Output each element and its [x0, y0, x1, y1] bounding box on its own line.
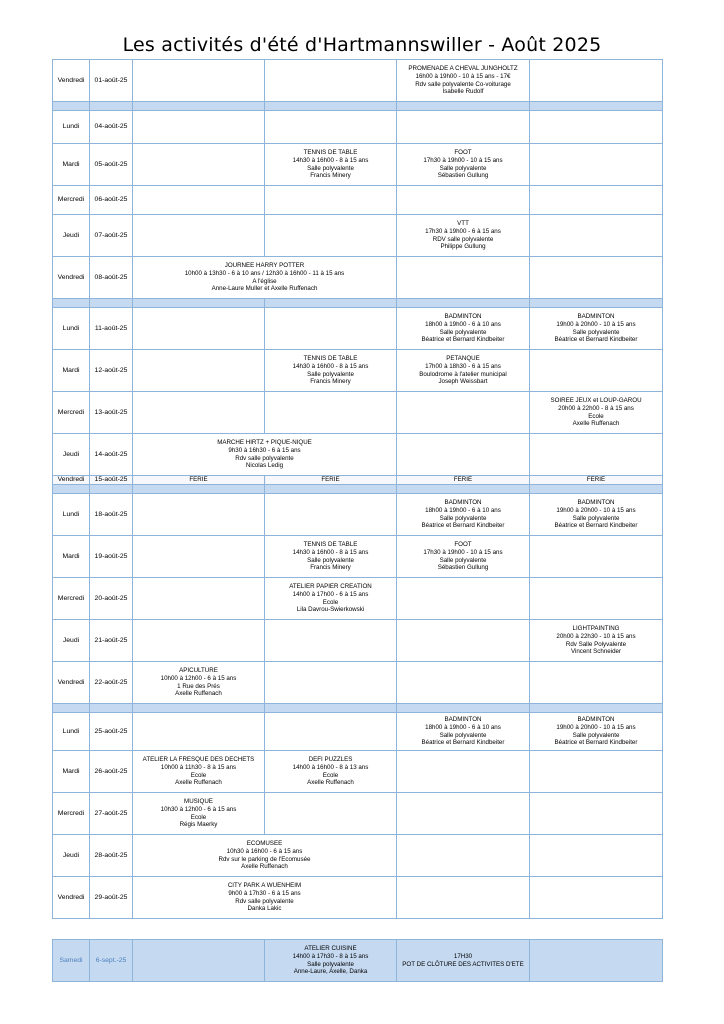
- activity-detail: Axelle Ruffenach: [175, 690, 222, 698]
- activity-detail: Salle polyvalente: [439, 328, 487, 336]
- activity-name: BADMINTON: [577, 313, 615, 321]
- holiday-label: FERIE: [133, 476, 265, 485]
- day-name: Lundi: [53, 111, 90, 144]
- empty-cell: [530, 215, 663, 257]
- separator-cell: [53, 102, 90, 111]
- activity-cell: [397, 940, 530, 982]
- date: 07-août-25: [90, 215, 133, 257]
- activity-detail: Nicolas Ledig: [245, 462, 284, 470]
- day-row: [53, 308, 663, 350]
- activity-cell: [397, 60, 530, 102]
- date: 11-août-25: [90, 308, 133, 350]
- activity-name: BADMINTON: [444, 313, 482, 321]
- empty-cell: [133, 350, 265, 392]
- empty-cell: [397, 257, 530, 299]
- activity-name: APICULTURE: [179, 667, 218, 675]
- empty-cell: [133, 578, 265, 620]
- activity-name: DEFI PUZZLES: [308, 756, 353, 764]
- day-name: Vendredi: [53, 476, 90, 485]
- activity-name: PROMENADE A CHEVAL JUNGHOLTZ: [408, 65, 518, 73]
- activity-detail: 19h00 à 20h00 - 10 à 15 ans: [556, 723, 636, 731]
- day-row: [53, 620, 663, 662]
- activity-name: BADMINTON: [577, 716, 615, 724]
- date: 14-août-25: [90, 434, 133, 476]
- page-title: Les activités d'été d'Hartmannswiller - Août 2025: [122, 34, 602, 56]
- activity-name: BADMINTON: [577, 499, 615, 507]
- activity-detail: 14h00 à 16h00 - 8 à 13 ans: [292, 763, 369, 771]
- empty-cell: [530, 144, 663, 186]
- activity-name: CITY PARK A WUENHEIM: [227, 882, 302, 890]
- day-name: Samedi: [53, 940, 90, 982]
- activity-detail: Rdv Salle Polyvalente: [565, 640, 627, 648]
- separator-cell: [530, 102, 663, 111]
- empty-cell: [397, 877, 530, 919]
- empty-cell: [265, 186, 397, 215]
- separator-cell: [397, 704, 530, 713]
- separator-cell: [530, 704, 663, 713]
- activity-cell: [265, 940, 397, 982]
- activity-detail: Régis Maerky: [179, 821, 218, 829]
- activity-detail: Rdv sur le parking de l'Ecomusée: [218, 855, 311, 863]
- date: 19-août-25: [90, 536, 133, 578]
- activity-detail: 20h00 à 22h00 - 8 à 15 ans: [558, 404, 634, 412]
- empty-cell: [397, 662, 530, 704]
- activity-name: ATELIER LA FRESQUE DES DECHETS: [142, 756, 255, 764]
- day-name: Lundi: [53, 308, 90, 350]
- date: 15-août-25: [90, 476, 133, 485]
- activity-detail: Béatrice et Bernard Kindbeiter: [421, 739, 505, 747]
- week-separator: [53, 485, 663, 494]
- activity-detail: Lila Davrou-Swierkowski: [296, 606, 365, 614]
- activity-cell: [265, 578, 397, 620]
- empty-cell: [397, 111, 530, 144]
- empty-cell: [133, 940, 265, 982]
- separator-cell: [530, 299, 663, 308]
- activity-detail: Francis Minery: [310, 564, 351, 572]
- separator-cell: [397, 299, 530, 308]
- day-name: Jeudi: [53, 835, 90, 877]
- empty-cell: [265, 308, 397, 350]
- week-separator: [53, 704, 663, 713]
- activity-detail: Salle polyvalente: [439, 731, 487, 739]
- activity-detail: Salle polyvalente: [439, 164, 487, 172]
- full-day-activity: [133, 434, 397, 476]
- empty-cell: [265, 494, 397, 536]
- date: 29-août-25: [90, 877, 133, 919]
- activity-detail: 14h00 à 17h30 - 8 à 15 ans: [292, 952, 369, 960]
- activity-detail: Rdv salle polyvalente: [235, 897, 294, 905]
- activity-detail: Ecole: [322, 771, 339, 779]
- activity-name: TENNIS DE TABLE: [303, 355, 358, 363]
- empty-cell: [397, 793, 530, 835]
- day-row: [53, 793, 663, 835]
- day-row: [53, 392, 663, 434]
- activity-cell: [133, 793, 265, 835]
- activity-name: ATELIER CUISINE: [304, 945, 357, 953]
- closing-table: [52, 939, 663, 982]
- date: 28-août-25: [90, 835, 133, 877]
- empty-cell: [530, 662, 663, 704]
- activity-detail: POT DE CLÔTURE DES ACTIVITES D'ETE: [402, 960, 524, 968]
- day-row: [53, 662, 663, 704]
- date: 01-août-25: [90, 60, 133, 102]
- activity-name: ATELIER PAPIER CREATION: [289, 583, 372, 591]
- separator-cell: [133, 102, 265, 111]
- activity-detail: Anne-Laure, Axelle, Danka: [293, 968, 368, 976]
- empty-cell: [530, 186, 663, 215]
- date: 6-sept.-25: [90, 940, 133, 982]
- day-row: [53, 713, 663, 751]
- day-name: Mardi: [53, 144, 90, 186]
- activity-detail: Rdv salle polyvalente Co-voiturage: [415, 80, 511, 88]
- holiday-label: FERIE: [530, 476, 663, 485]
- activity-cell: [397, 215, 530, 257]
- full-day-activity: [133, 877, 397, 919]
- day-name: Jeudi: [53, 215, 90, 257]
- activity-detail: 9h30 à 16h30 - 6 à 15 ans: [228, 446, 301, 454]
- activity-detail: 14h30 à 16h00 - 8 à 15 ans: [292, 362, 369, 370]
- activity-detail: 14h00 à 17h00 - 6 à 15 ans: [292, 590, 369, 598]
- activity-detail: A l'église: [252, 277, 277, 285]
- activity-name: LIGHTPAINTING: [572, 625, 620, 633]
- activity-cell: [530, 620, 663, 662]
- separator-cell: [265, 299, 397, 308]
- day-row: [53, 144, 663, 186]
- activity-detail: Philippe Gullung: [440, 243, 486, 251]
- activity-name: BADMINTON: [444, 716, 482, 724]
- activity-name: PETANQUE: [446, 355, 480, 363]
- activity-detail: 17h30 à 19h00 - 6 à 15 ans: [425, 227, 501, 235]
- activity-detail: Francis Minery: [310, 172, 351, 180]
- empty-cell: [530, 578, 663, 620]
- activity-detail: Isabelle Rudolf: [442, 88, 484, 96]
- day-row: [53, 877, 663, 919]
- separator-cell: [53, 299, 90, 308]
- date: 04-août-25: [90, 111, 133, 144]
- empty-cell: [397, 186, 530, 215]
- activity-name: SOIREE JEUX et LOUP-GAROU: [550, 397, 642, 405]
- date: 12-août-25: [90, 350, 133, 392]
- activity-detail: 18h00 à 19h00 - 6 à 10 ans: [425, 723, 501, 731]
- separator-cell: [265, 485, 397, 494]
- activity-cell: [397, 713, 530, 751]
- activity-detail: Axelle Ruffenach: [572, 420, 620, 428]
- empty-cell: [397, 578, 530, 620]
- activity-detail: Rdv salle polyvalente: [235, 454, 294, 462]
- empty-cell: [133, 494, 265, 536]
- day-row: [53, 60, 663, 102]
- activity-cell: [530, 392, 663, 434]
- day-row: [53, 350, 663, 392]
- empty-cell: [397, 835, 530, 877]
- day-name: Mercredi: [53, 392, 90, 434]
- day-name: Lundi: [53, 713, 90, 751]
- day-name: Mercredi: [53, 186, 90, 215]
- day-row: [53, 215, 663, 257]
- date: 26-août-25: [90, 751, 133, 793]
- activity-detail: Axelle Ruffenach: [175, 779, 222, 787]
- activity-detail: Salle polyvalente: [572, 731, 620, 739]
- week-separator: [53, 102, 663, 111]
- activity-detail: Salle polyvalente: [307, 164, 354, 172]
- day-name: Jeudi: [53, 620, 90, 662]
- activity-name: BADMINTON: [444, 499, 482, 507]
- separator-cell: [265, 102, 397, 111]
- activity-detail: Boulodrome à l'atelier municipal: [419, 370, 507, 378]
- empty-cell: [530, 835, 663, 877]
- activity-name: TENNIS DE TABLE: [303, 149, 358, 157]
- day-name: Vendredi: [53, 877, 90, 919]
- activity-detail: Salle polyvalente: [572, 328, 620, 336]
- date: 22-août-25: [90, 662, 133, 704]
- activity-name: MARCHE HIRTZ + PIQUE-NIQUE: [217, 439, 312, 447]
- empty-cell: [530, 793, 663, 835]
- separator-cell: [530, 485, 663, 494]
- day-name: Lundi: [53, 494, 90, 536]
- holiday-label: FERIE: [265, 476, 397, 485]
- day-name: Mardi: [53, 536, 90, 578]
- activity-detail: Béatrice et Bernard Kindbeiter: [554, 336, 638, 344]
- separator-cell: [397, 485, 530, 494]
- separator-cell: [53, 704, 90, 713]
- activity-detail: 19h00 à 20h00 - 10 à 15 ans: [556, 506, 636, 514]
- empty-cell: [265, 620, 397, 662]
- empty-cell: [530, 536, 663, 578]
- activity-detail: 20h00 à 22h30 - 10 à 15 ans: [556, 632, 636, 640]
- day-row: [53, 434, 663, 476]
- day-row: [53, 186, 663, 215]
- week-separator: [53, 299, 663, 308]
- empty-cell: [265, 60, 397, 102]
- day-name: Jeudi: [53, 434, 90, 476]
- activity-detail: Sébastien Gullung: [437, 564, 489, 572]
- empty-cell: [265, 662, 397, 704]
- day-name: Mercredi: [53, 793, 90, 835]
- empty-cell: [133, 186, 265, 215]
- activity-name: 17H30: [453, 952, 473, 960]
- activity-detail: Ecole: [322, 598, 339, 606]
- activity-detail: Danka Lakic: [247, 905, 282, 913]
- empty-cell: [530, 940, 663, 982]
- activity-detail: Joseph Weissbart: [438, 378, 488, 386]
- separator-cell: [53, 485, 90, 494]
- date: 25-août-25: [90, 713, 133, 751]
- empty-cell: [133, 144, 265, 186]
- day-row: [53, 835, 663, 877]
- activity-detail: Salle polyvalente: [307, 556, 354, 564]
- activity-detail: Salle polyvalente: [439, 556, 487, 564]
- empty-cell: [530, 257, 663, 299]
- day-name: Mardi: [53, 751, 90, 793]
- activity-detail: Ecole: [190, 771, 207, 779]
- empty-cell: [133, 713, 265, 751]
- activity-detail: 10h00 à 11h30 - 8 à 15 ans: [160, 763, 237, 771]
- day-row: [53, 494, 663, 536]
- activity-detail: Salle polyvalente: [307, 960, 354, 968]
- activity-detail: 14h30 à 16h00 - 8 à 15 ans: [292, 548, 369, 556]
- activity-detail: 19h00 à 20h00 - 10 à 15 ans: [556, 320, 636, 328]
- activity-detail: 9h00 à 17h30 - 6 à 15 ans: [228, 889, 301, 897]
- empty-cell: [530, 877, 663, 919]
- empty-cell: [133, 60, 265, 102]
- activity-detail: Ecole: [190, 813, 207, 821]
- activity-detail: Béatrice et Bernard Kindbeiter: [421, 522, 505, 530]
- activity-detail: 10h30 à 12h00 - 6 à 15 ans: [160, 805, 237, 813]
- date: 06-août-25: [90, 186, 133, 215]
- empty-cell: [133, 392, 265, 434]
- activity-cell: [265, 144, 397, 186]
- activity-detail: 10h00 à 12h00 - 6 à 15 ans: [160, 674, 237, 682]
- empty-cell: [133, 308, 265, 350]
- activity-name: FOOT: [454, 149, 472, 157]
- empty-cell: [530, 350, 663, 392]
- activity-detail: Sébastien Gullung: [437, 172, 489, 180]
- activity-cell: [133, 662, 265, 704]
- activity-detail: 17h30 à 19h00 - 10 à 15 ans: [423, 156, 503, 164]
- empty-cell: [133, 111, 265, 144]
- activity-name: ECOMUSEE: [246, 840, 283, 848]
- activity-detail: Francis Minery: [310, 378, 351, 386]
- separator-cell: [397, 102, 530, 111]
- date: 20-août-25: [90, 578, 133, 620]
- activities-table: [52, 59, 663, 919]
- day-row: [53, 578, 663, 620]
- activity-name: VTT: [457, 220, 469, 228]
- activity-detail: 10h30 à 16h00 - 6 à 15 ans: [226, 847, 303, 855]
- activity-detail: 17h00 à 18h30 - 6 à 15 ans: [425, 362, 501, 370]
- separator-cell: [90, 704, 133, 713]
- day-row: [53, 536, 663, 578]
- separator-cell: [90, 102, 133, 111]
- closing-day-row: [53, 940, 663, 982]
- activity-detail: Béatrice et Bernard Kindbeiter: [554, 522, 638, 530]
- separator-cell: [265, 704, 397, 713]
- date: 05-août-25: [90, 144, 133, 186]
- empty-cell: [265, 215, 397, 257]
- separator-cell: [90, 299, 133, 308]
- activity-detail: 16h00 à 19h00 - 10 à 15 ans - 17€: [415, 72, 511, 80]
- activity-name: MUSIQUE: [184, 798, 213, 806]
- empty-cell: [397, 392, 530, 434]
- empty-cell: [133, 620, 265, 662]
- empty-cell: [265, 713, 397, 751]
- day-name: Mercredi: [53, 578, 90, 620]
- activity-detail: Salle polyvalente: [439, 514, 487, 522]
- activity-cell: [133, 751, 265, 793]
- day-name: Vendredi: [53, 257, 90, 299]
- activity-detail: 10h00 à 13h30 - 6 à 10 ans / 12h30 à 16h00 - 11 à 15 ans: [184, 269, 345, 277]
- separator-cell: [133, 704, 265, 713]
- empty-cell: [530, 434, 663, 476]
- activity-detail: Salle polyvalente: [307, 370, 354, 378]
- empty-cell: [397, 434, 530, 476]
- activity-detail: 18h00 à 19h00 - 6 à 10 ans: [425, 506, 501, 514]
- activity-detail: 17h30 à 19h00 - 10 à 15 ans: [423, 548, 503, 556]
- date: 08-août-25: [90, 257, 133, 299]
- empty-cell: [530, 111, 663, 144]
- day-name: Mardi: [53, 350, 90, 392]
- activity-name: FOOT: [454, 541, 472, 549]
- empty-cell: [265, 793, 397, 835]
- activity-detail: 1 Rue des Prés: [177, 682, 220, 690]
- activity-cell: [530, 713, 663, 751]
- separator-cell: [90, 485, 133, 494]
- activity-detail: Axelle Ruffenach: [241, 863, 288, 871]
- activity-detail: 18h00 à 19h00 - 6 à 10 ans: [425, 320, 501, 328]
- date: 13-août-25: [90, 392, 133, 434]
- date: 18-août-25: [90, 494, 133, 536]
- activity-detail: Axelle Ruffenach: [307, 779, 354, 787]
- activity-cell: [265, 536, 397, 578]
- day-row: [53, 257, 663, 299]
- activity-detail: Ecole: [588, 412, 604, 420]
- empty-cell: [133, 215, 265, 257]
- full-day-activity: [133, 835, 397, 877]
- full-day-activity: [133, 257, 397, 299]
- activity-cell: [397, 494, 530, 536]
- separator-cell: [133, 485, 265, 494]
- activity-cell: [530, 494, 663, 536]
- activity-cell: [397, 308, 530, 350]
- empty-cell: [530, 751, 663, 793]
- activity-detail: Salle polyvalente: [572, 514, 620, 522]
- activity-cell: [265, 751, 397, 793]
- activity-detail: 14h30 à 16h00 - 8 à 15 ans: [292, 156, 369, 164]
- activity-cell: [397, 536, 530, 578]
- activity-detail: Anne-Laure Muller et Axelle Ruffenach: [211, 285, 318, 293]
- activity-name: TENNIS DE TABLE: [303, 541, 358, 549]
- activity-name: JOURNEE HARRY POTTER: [224, 262, 305, 270]
- holiday-label: FERIE: [397, 476, 530, 485]
- empty-cell: [397, 620, 530, 662]
- separator-cell: [133, 299, 265, 308]
- activity-cell: [397, 144, 530, 186]
- day-name: Vendredi: [53, 662, 90, 704]
- day-row: [53, 751, 663, 793]
- empty-cell: [265, 392, 397, 434]
- empty-cell: [530, 60, 663, 102]
- empty-cell: [397, 751, 530, 793]
- holiday-row: [53, 476, 663, 485]
- day-name: Vendredi: [53, 60, 90, 102]
- activity-cell: [265, 350, 397, 392]
- empty-cell: [265, 111, 397, 144]
- activity-detail: Vincent Schneider: [570, 648, 622, 656]
- activity-detail: RDV salle polyvalente: [432, 235, 494, 243]
- activity-detail: Béatrice et Bernard Kindbeiter: [554, 739, 638, 747]
- activity-cell: [530, 308, 663, 350]
- day-row: [53, 111, 663, 144]
- date: 21-août-25: [90, 620, 133, 662]
- activity-cell: [397, 350, 530, 392]
- date: 27-août-25: [90, 793, 133, 835]
- empty-cell: [133, 536, 265, 578]
- activity-detail: Béatrice et Bernard Kindbeiter: [421, 336, 505, 344]
